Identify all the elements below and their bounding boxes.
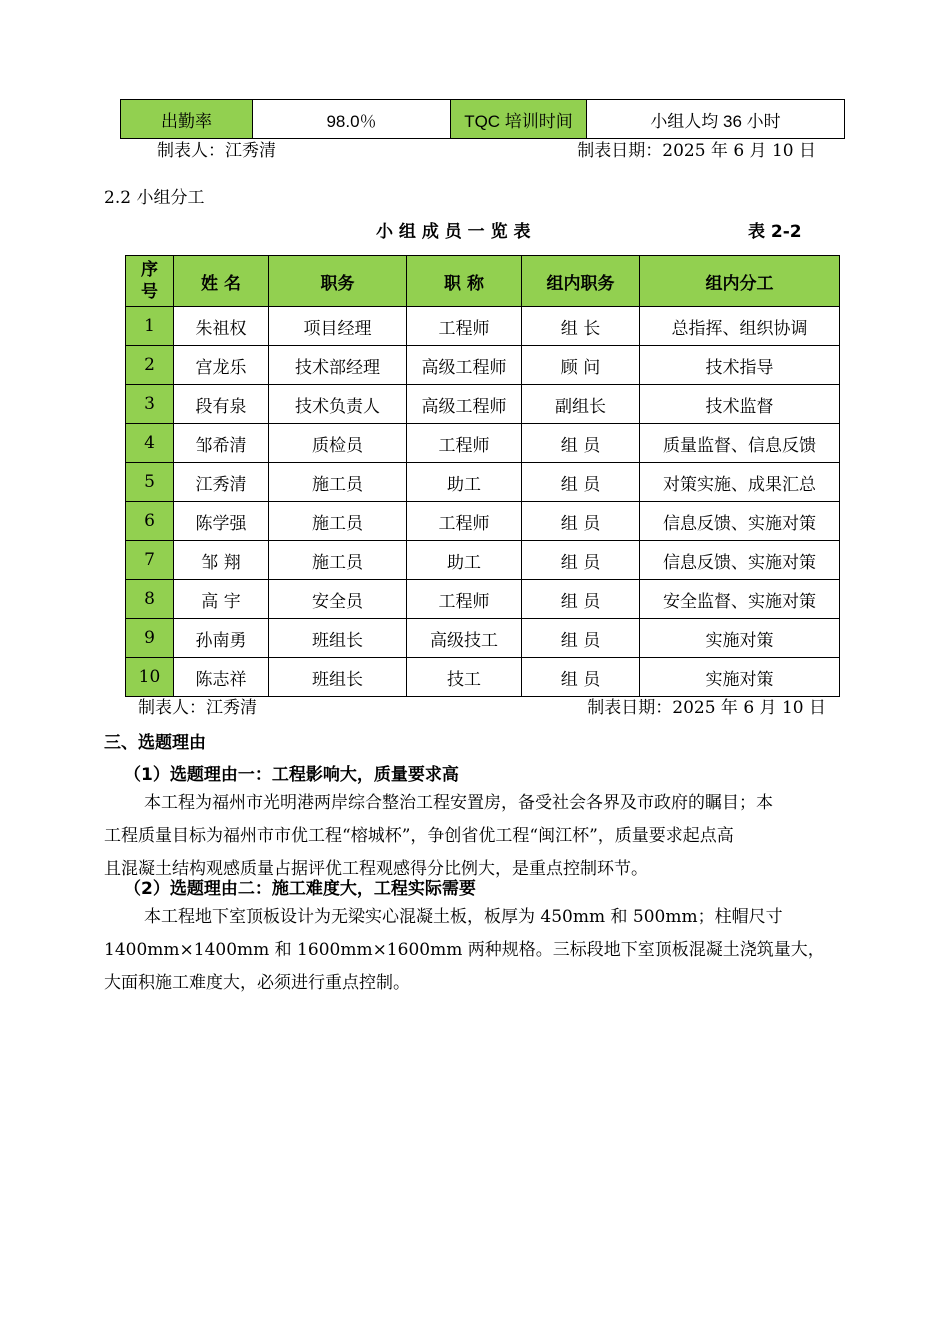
attendance-label: 出勤率 bbox=[121, 100, 253, 139]
cell-position: 施工员 bbox=[269, 541, 407, 580]
training-label: TQC 培训时间 bbox=[451, 100, 587, 139]
reason2-paragraph bbox=[104, 901, 825, 1000]
cell-group-role: 组 员 bbox=[522, 424, 640, 463]
paragraph-line: 且混凝土结构观感质量占据评优工程观感得分比例大，是重点控制环节。 bbox=[104, 859, 648, 879]
header-name: 姓 名 bbox=[174, 256, 269, 307]
cell-title: 高级技工 bbox=[407, 619, 522, 658]
cell-group-duty: 信息反馈、实施对策 bbox=[640, 502, 840, 541]
cell-title: 高级工程师 bbox=[407, 385, 522, 424]
cell-position: 项目经理 bbox=[269, 307, 407, 346]
cell-name: 江秀清 bbox=[174, 463, 269, 502]
header-group-duty: 组内分工 bbox=[640, 256, 840, 307]
cell-name: 陈志祥 bbox=[174, 658, 269, 697]
cell-group-role: 顾 问 bbox=[522, 346, 640, 385]
cell-title: 工程师 bbox=[407, 580, 522, 619]
cell-index: 3 bbox=[126, 385, 174, 424]
cell-index: 9 bbox=[126, 619, 174, 658]
section-heading-2-2: 2.2 小组分工 bbox=[104, 188, 205, 208]
cell-group-role: 组 员 bbox=[522, 580, 640, 619]
training-value: 小组人均 36 小时 bbox=[587, 100, 845, 139]
table-row bbox=[126, 658, 840, 697]
table-maker-2: 制表人：江秀清 bbox=[138, 698, 257, 718]
cell-title: 技工 bbox=[407, 658, 522, 697]
table-row bbox=[126, 619, 840, 658]
cell-position: 安全员 bbox=[269, 580, 407, 619]
cell-title: 高级工程师 bbox=[407, 346, 522, 385]
cell-group-duty: 技术指导 bbox=[640, 346, 840, 385]
cell-title: 助工 bbox=[407, 541, 522, 580]
header-group-role: 组内职务 bbox=[522, 256, 640, 307]
attendance-table bbox=[120, 99, 845, 139]
cell-title: 工程师 bbox=[407, 307, 522, 346]
paragraph-line: 大面积施工难度大，必须进行重点控制。 bbox=[104, 973, 410, 993]
cell-index: 5 bbox=[126, 463, 174, 502]
attendance-row bbox=[121, 100, 845, 139]
cell-position: 施工员 bbox=[269, 463, 407, 502]
cell-name: 孙南勇 bbox=[174, 619, 269, 658]
cell-index: 7 bbox=[126, 541, 174, 580]
table-date-1: 制表日期：2025 年 6 月 10 日 bbox=[577, 141, 816, 161]
cell-group-duty: 总指挥、组织协调 bbox=[640, 307, 840, 346]
cell-group-duty: 实施对策 bbox=[640, 619, 840, 658]
reason1-heading: （1）选题理由一：工程影响大，质量要求高 bbox=[124, 765, 459, 785]
section-heading-3: 三、选题理由 bbox=[104, 733, 206, 753]
table-row bbox=[126, 385, 840, 424]
cell-group-duty: 安全监督、实施对策 bbox=[640, 580, 840, 619]
header-title: 职 称 bbox=[407, 256, 522, 307]
cell-group-duty: 技术监督 bbox=[640, 385, 840, 424]
cell-position: 技术部经理 bbox=[269, 346, 407, 385]
cell-group-duty: 实施对策 bbox=[640, 658, 840, 697]
cell-title: 助工 bbox=[407, 463, 522, 502]
cell-position: 班组长 bbox=[269, 658, 407, 697]
cell-index: 8 bbox=[126, 580, 174, 619]
cell-group-duty: 对策实施、成果汇总 bbox=[640, 463, 840, 502]
cell-position: 技术负责人 bbox=[269, 385, 407, 424]
cell-name: 段有泉 bbox=[174, 385, 269, 424]
reason2-heading: （2）选题理由二：施工难度大，工程实际需要 bbox=[124, 879, 476, 899]
cell-index: 1 bbox=[126, 307, 174, 346]
paragraph-line: 本工程地下室顶板设计为无梁实心混凝土板，板厚为 450mm 和 500mm；柱帽尺寸 bbox=[144, 907, 783, 927]
header-index: 序号 bbox=[126, 256, 174, 307]
cell-name: 朱祖权 bbox=[174, 307, 269, 346]
cell-group-duty: 信息反馈、实施对策 bbox=[640, 541, 840, 580]
cell-group-role: 组 员 bbox=[522, 658, 640, 697]
table-row bbox=[126, 502, 840, 541]
member-table bbox=[125, 255, 840, 697]
table-row bbox=[126, 346, 840, 385]
table-row bbox=[126, 463, 840, 502]
cell-title: 工程师 bbox=[407, 424, 522, 463]
cell-group-role: 组 员 bbox=[522, 619, 640, 658]
cell-group-role: 副组长 bbox=[522, 385, 640, 424]
reason1-paragraph bbox=[104, 787, 773, 886]
cell-name: 陈学强 bbox=[174, 502, 269, 541]
cell-index: 10 bbox=[126, 658, 174, 697]
cell-group-role: 组 员 bbox=[522, 541, 640, 580]
table-row bbox=[126, 541, 840, 580]
cell-group-role: 组 员 bbox=[522, 502, 640, 541]
paragraph-line: 1400mm×1400mm 和 1600mm×1600mm 两种规格。三标段地下室顶板混凝土浇筑量大， bbox=[104, 940, 825, 960]
cell-name: 邹 翔 bbox=[174, 541, 269, 580]
table-number: 表 2-2 bbox=[748, 222, 802, 242]
header-position: 职务 bbox=[269, 256, 407, 307]
table-maker-1: 制表人：江秀清 bbox=[157, 141, 276, 161]
cell-position: 施工员 bbox=[269, 502, 407, 541]
table-title: 小 组 成 员 一 览 表 bbox=[376, 222, 531, 242]
cell-position: 班组长 bbox=[269, 619, 407, 658]
cell-name: 高 宇 bbox=[174, 580, 269, 619]
cell-position: 质检员 bbox=[269, 424, 407, 463]
table-row bbox=[126, 307, 840, 346]
paragraph-line: 工程质量目标为福州市市优工程“榕城杯”，争创省优工程“闽江杯”，质量要求起点高 bbox=[104, 826, 734, 846]
cell-group-role: 组 长 bbox=[522, 307, 640, 346]
table-row bbox=[126, 580, 840, 619]
cell-title: 工程师 bbox=[407, 502, 522, 541]
attendance-value: 98.0％ bbox=[253, 100, 451, 139]
cell-group-role: 组 员 bbox=[522, 463, 640, 502]
table-row bbox=[126, 424, 840, 463]
table-date-2: 制表日期：2025 年 6 月 10 日 bbox=[587, 698, 826, 718]
cell-name: 宫龙乐 bbox=[174, 346, 269, 385]
cell-group-duty: 质量监督、信息反馈 bbox=[640, 424, 840, 463]
cell-index: 6 bbox=[126, 502, 174, 541]
cell-name: 邹希清 bbox=[174, 424, 269, 463]
paragraph-line: 本工程为福州市光明港两岸综合整治工程安置房，备受社会各界及市政府的瞩目；本 bbox=[144, 793, 773, 813]
member-table-header bbox=[126, 256, 840, 307]
cell-index: 4 bbox=[126, 424, 174, 463]
cell-index: 2 bbox=[126, 346, 174, 385]
